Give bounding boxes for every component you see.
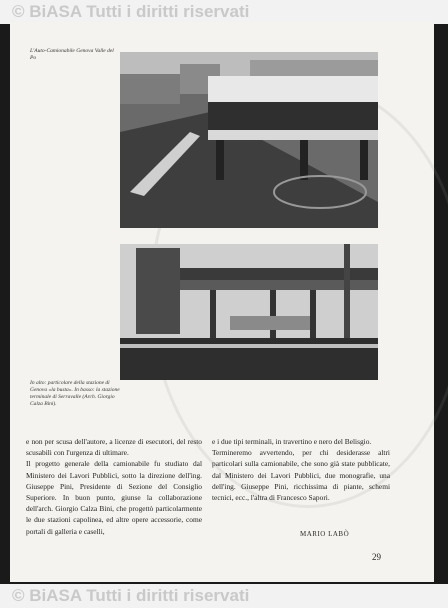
paragraph: Il progetto generale della camionabile fu studiato dal Ministero dei Lavori Pubblici, sotto la direzione dell'ing. Giuseppe Pini, Presidente di Sezione del Consiglio Superiore. In buon punto, giunse la collaborazione dell'arch. Giorgio Calza Bini, che progettò particolarmente le due stazioni capolinea, ed altre opere accessorie, come portali di galleria e caselli, xyxy=(26,459,202,536)
paragraph: Termineremo avvertendo, per chi desiderasse altri particolari sulla camionabile, che sono già state pubblicate, dal Ministero dei Lavori Pubblici, due monografie, una dell'ing. Giuseppe Pini, ricchissima di piante, schemi tecnici, ecc., l'altra di Francesco Sapori. xyxy=(212,448,390,503)
watermark-bottom: © BiASA Tutti i diritti riservati xyxy=(0,584,448,608)
paragraph: e i due tipi terminali, in travertino e nero del Belisgio. xyxy=(212,437,372,446)
paragraph: e non per scusa dell'autore, a licenze di esecutori, del resto scusabili con l'urgenza di ultimare. xyxy=(26,437,202,458)
author-signature: MARIO LABÒ xyxy=(300,530,350,538)
watermark-top: © BiASA Tutti i diritti riservati xyxy=(0,0,448,24)
page-number: 29 xyxy=(372,552,381,562)
photo-serravalle-station xyxy=(120,244,378,380)
caption-bottom: In alto: particolare della stazione di Genova «la busta». In basso: la stazione terminale di Serravalle (Arch. Giorgio Calza Bini). xyxy=(30,380,120,407)
text-column-right xyxy=(212,436,390,503)
photo-genova-station xyxy=(120,52,378,228)
caption-top: L'Auto-Camionabile Genova Valle del Po xyxy=(30,48,114,61)
text-column-left xyxy=(26,436,202,537)
document-page xyxy=(10,22,434,582)
